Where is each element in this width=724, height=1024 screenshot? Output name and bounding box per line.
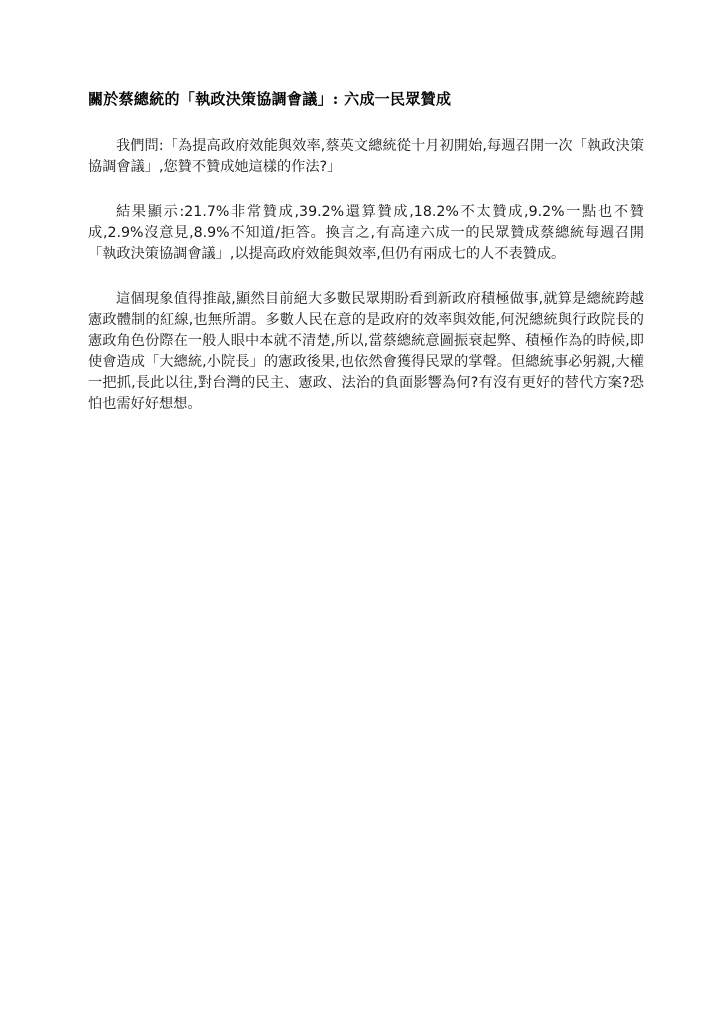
paragraph-question: 我們問:「為提高政府效能與效率,蔡英文總統從十月初開始,每週召開一次「執政決策協調會議」,您贊不贊成她這樣的作法?」: [88, 138, 644, 175]
paragraph-analysis: 這個現象值得推敲,顯然目前絕大多數民眾期盼看到新政府積極做事,就算是總統跨越憲政體制的紅線,也無所謂。多數人民在意的是政府的效率與效能,何況總統與行政院長的憲政角色份際在一般人眼中本就不清楚,所以,當蔡總統意圖振衰起弊、積極作為的時候,即使會造成「大總統,小院長」的憲政後果,也依然會獲得民眾的掌聲。但總統事必躬親,大權一把抓,長此以往,對台灣的民主、憲政、法治的負面影響為何?有沒有更好的替代方案?恐怕也需好好想想。: [88, 291, 644, 412]
document-body: [88, 88, 644, 439]
document-title: 關於蔡總統的「執政決策協調會議」: 六成一民眾贊成: [88, 90, 452, 108]
paragraph-results: 結果顯示:21.7%非常贊成,39.2%還算贊成,18.2%不太贊成,9.2%一點也不贊成,2.9%沒意見,8.9%不知道/拒答。換言之,有高達六成一的民眾贊成蔡總統每週召開「執政決策協調會議」,以提高政府效能與效率,但仍有兩成七的人不表贊成。: [88, 204, 644, 262]
